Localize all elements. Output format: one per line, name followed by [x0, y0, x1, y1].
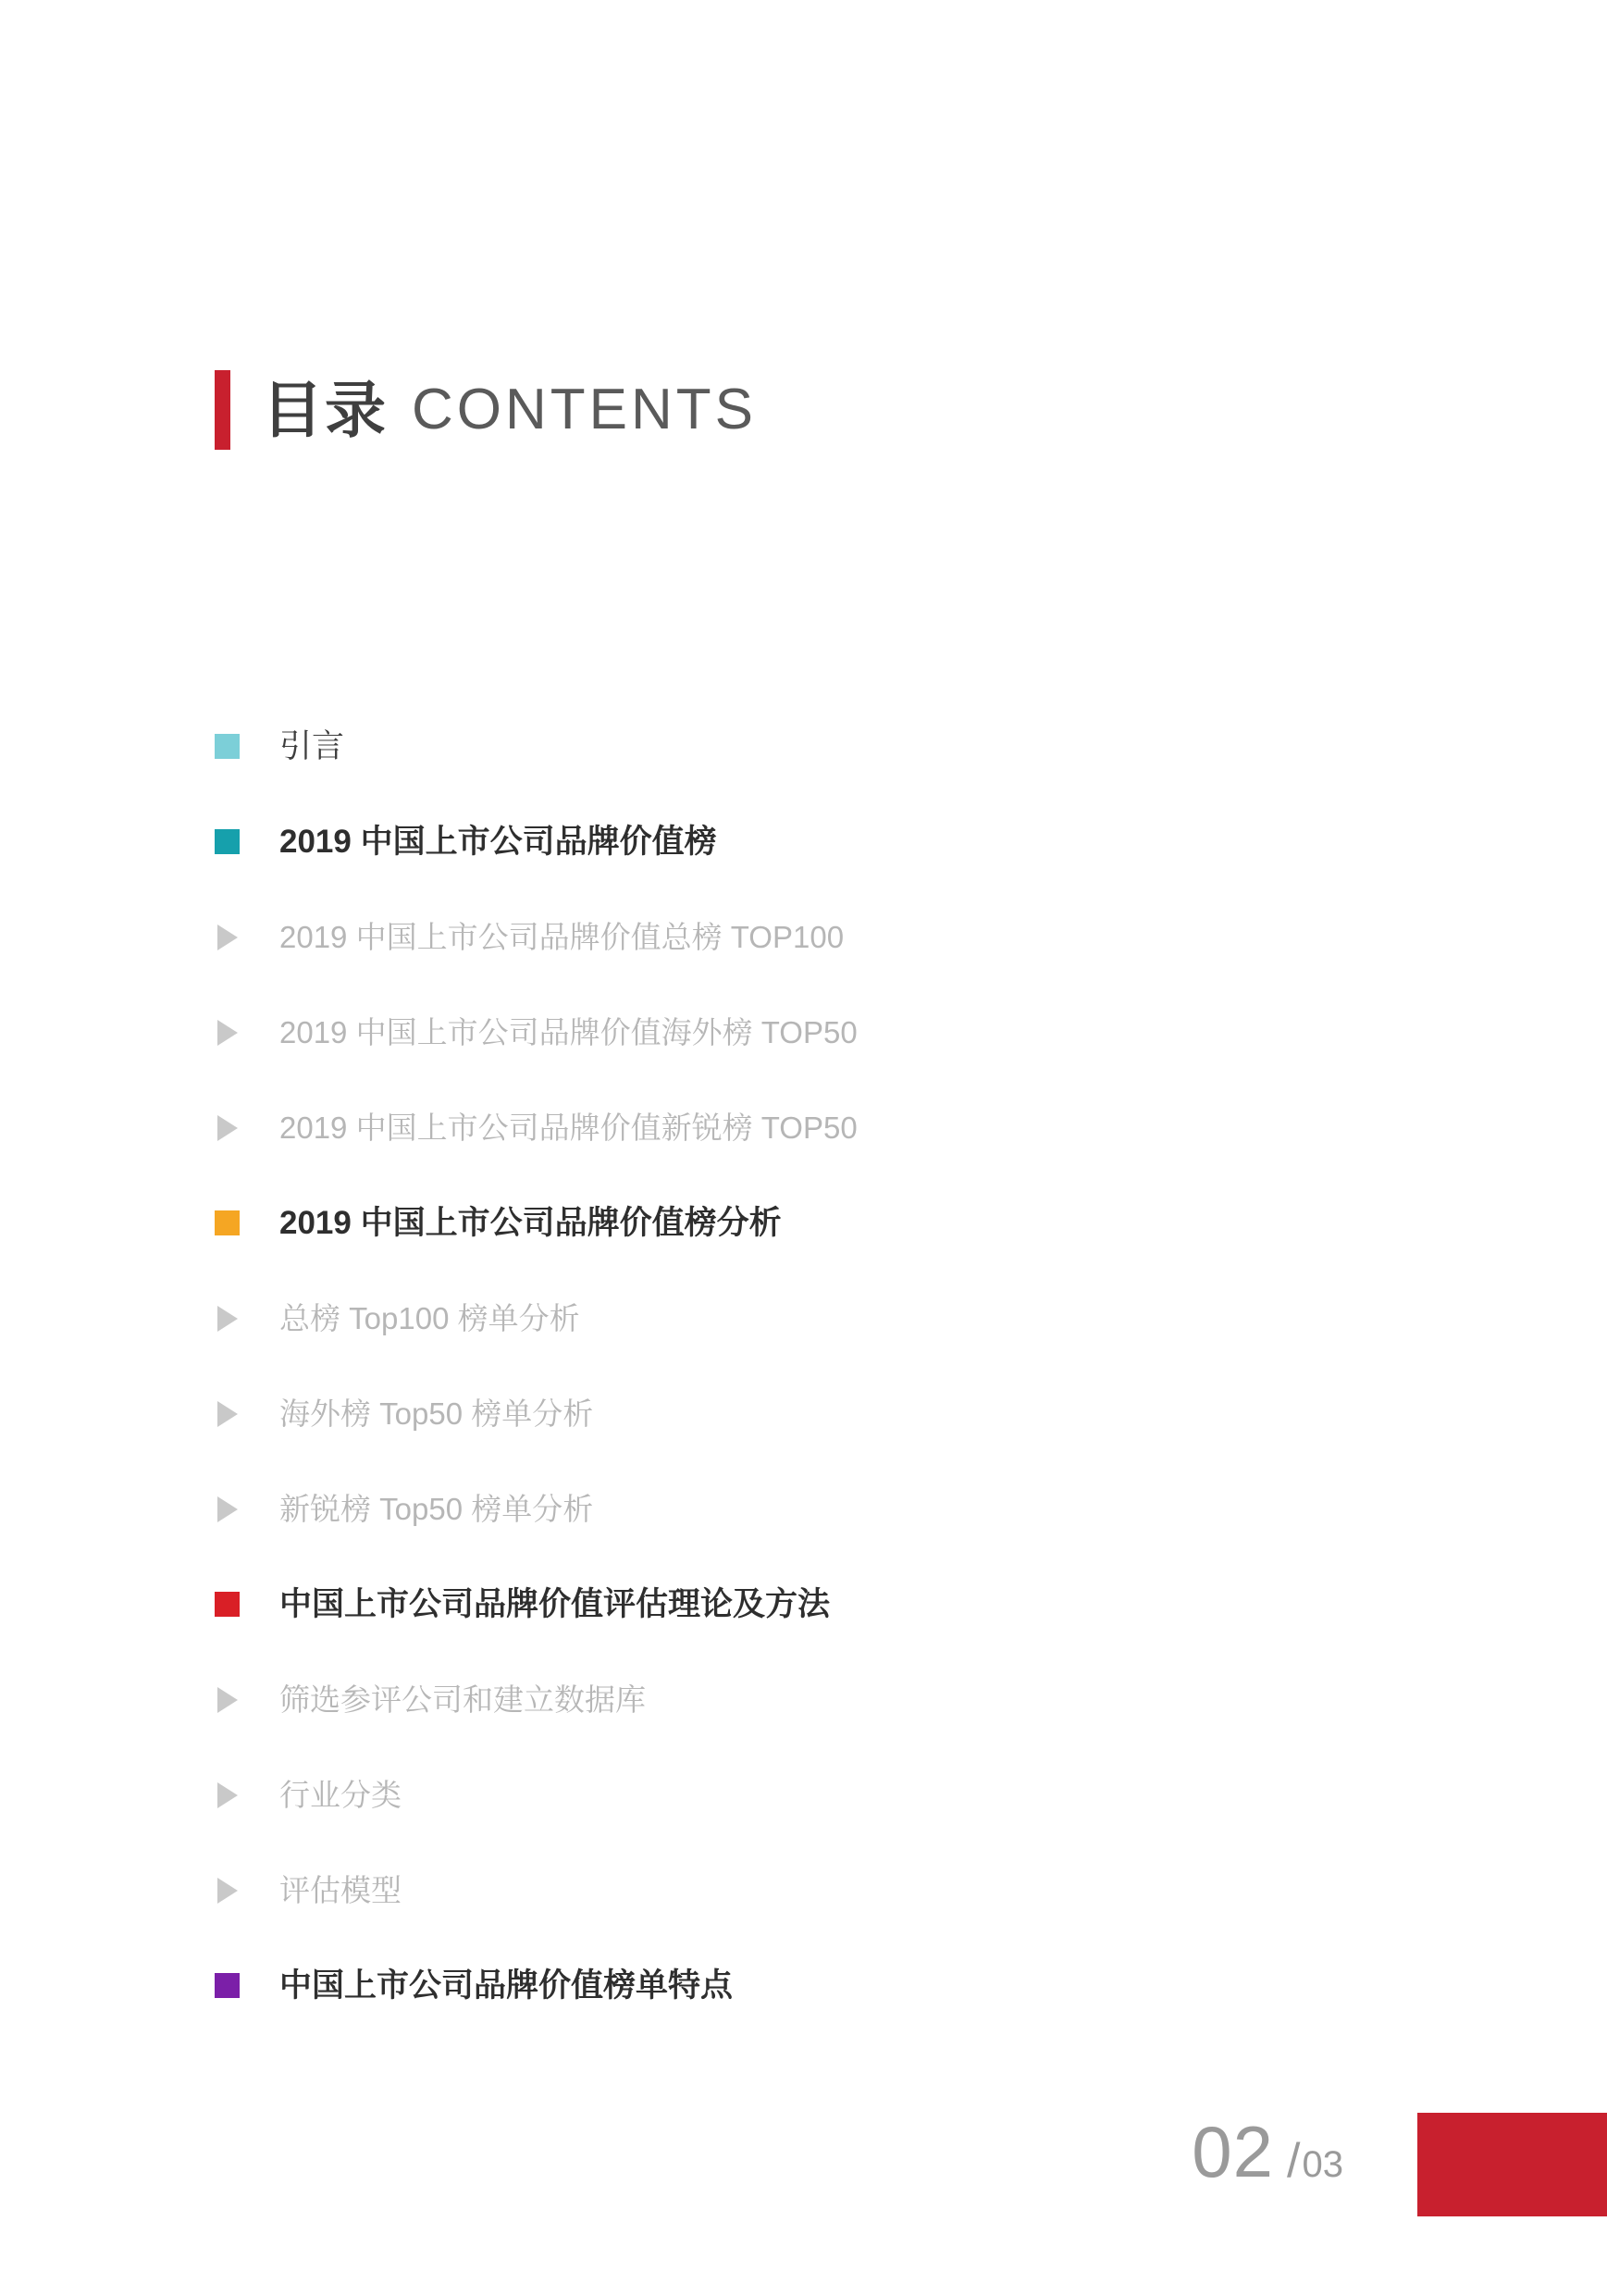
title-accent-bar [215, 370, 230, 450]
toc-item-label: 中国上市公司品牌价值评估理论及方法 [279, 1585, 831, 1622]
triangle-marker-icon [215, 1020, 253, 1046]
toc-item[interactable] [215, 1080, 1306, 1175]
square-marker-icon [215, 734, 253, 759]
triangle-marker-icon [215, 1401, 253, 1427]
toc-item[interactable] [215, 1652, 1306, 1747]
title-english: CONTENTS [412, 378, 757, 441]
triangle-marker-icon [215, 1687, 253, 1713]
toc-item-label: 评估模型 [279, 1872, 402, 1907]
toc-item[interactable] [215, 1938, 1306, 2033]
footer-accent-block [1417, 2113, 1607, 2216]
toc-item-label: 海外榜 Top50 榜单分析 [279, 1396, 594, 1431]
toc-item[interactable] [215, 699, 1306, 794]
toc-item[interactable] [215, 889, 1306, 985]
page-title [215, 370, 757, 450]
toc-item[interactable] [215, 1461, 1306, 1557]
toc-item-label: 2019 中国上市公司品牌价值榜分析 [279, 1204, 782, 1241]
page-number-current: 02 [1192, 2111, 1275, 2192]
page-number-separator: / [1287, 2134, 1301, 2188]
toc-item[interactable] [215, 794, 1306, 889]
page-number [1192, 2110, 1343, 2194]
triangle-marker-icon [215, 925, 253, 950]
triangle-marker-icon [215, 1115, 253, 1141]
toc-item-label: 2019 中国上市公司品牌价值新锐榜 TOP50 [279, 1110, 858, 1145]
triangle-marker-icon [215, 1782, 253, 1808]
toc-item[interactable] [215, 1366, 1306, 1461]
toc-item-label: 2019 中国上市公司品牌价值榜 [279, 823, 717, 860]
toc-item-label: 总榜 Top100 榜单分析 [279, 1300, 580, 1335]
toc-item-label: 筛选参评公司和建立数据库 [279, 1682, 646, 1717]
square-marker-icon [215, 1973, 253, 1998]
table-of-contents [215, 699, 1306, 2033]
square-marker-icon [215, 1210, 253, 1235]
toc-item-label: 中国上市公司品牌价值榜单特点 [279, 1967, 734, 2004]
toc-item-label: 2019 中国上市公司品牌价值海外榜 TOP50 [279, 1014, 858, 1049]
toc-item[interactable] [215, 1271, 1306, 1366]
triangle-marker-icon [215, 1306, 253, 1332]
toc-item[interactable] [215, 1175, 1306, 1271]
triangle-marker-icon [215, 1878, 253, 1904]
square-marker-icon [215, 829, 253, 854]
toc-item-label: 2019 中国上市公司品牌价值总榜 TOP100 [279, 919, 845, 954]
toc-item-label: 新锐榜 Top50 榜单分析 [279, 1491, 594, 1526]
toc-item[interactable] [215, 1557, 1306, 1652]
title-chinese: 目录 [262, 376, 388, 444]
triangle-marker-icon [215, 1496, 253, 1522]
page-number-total: 03 [1302, 2144, 1343, 2185]
toc-item-label: 引言 [279, 727, 345, 764]
toc-item[interactable] [215, 1747, 1306, 1843]
toc-item[interactable] [215, 985, 1306, 1080]
square-marker-icon [215, 1592, 253, 1617]
toc-item[interactable] [215, 1843, 1306, 1938]
toc-item-label: 行业分类 [279, 1777, 402, 1812]
